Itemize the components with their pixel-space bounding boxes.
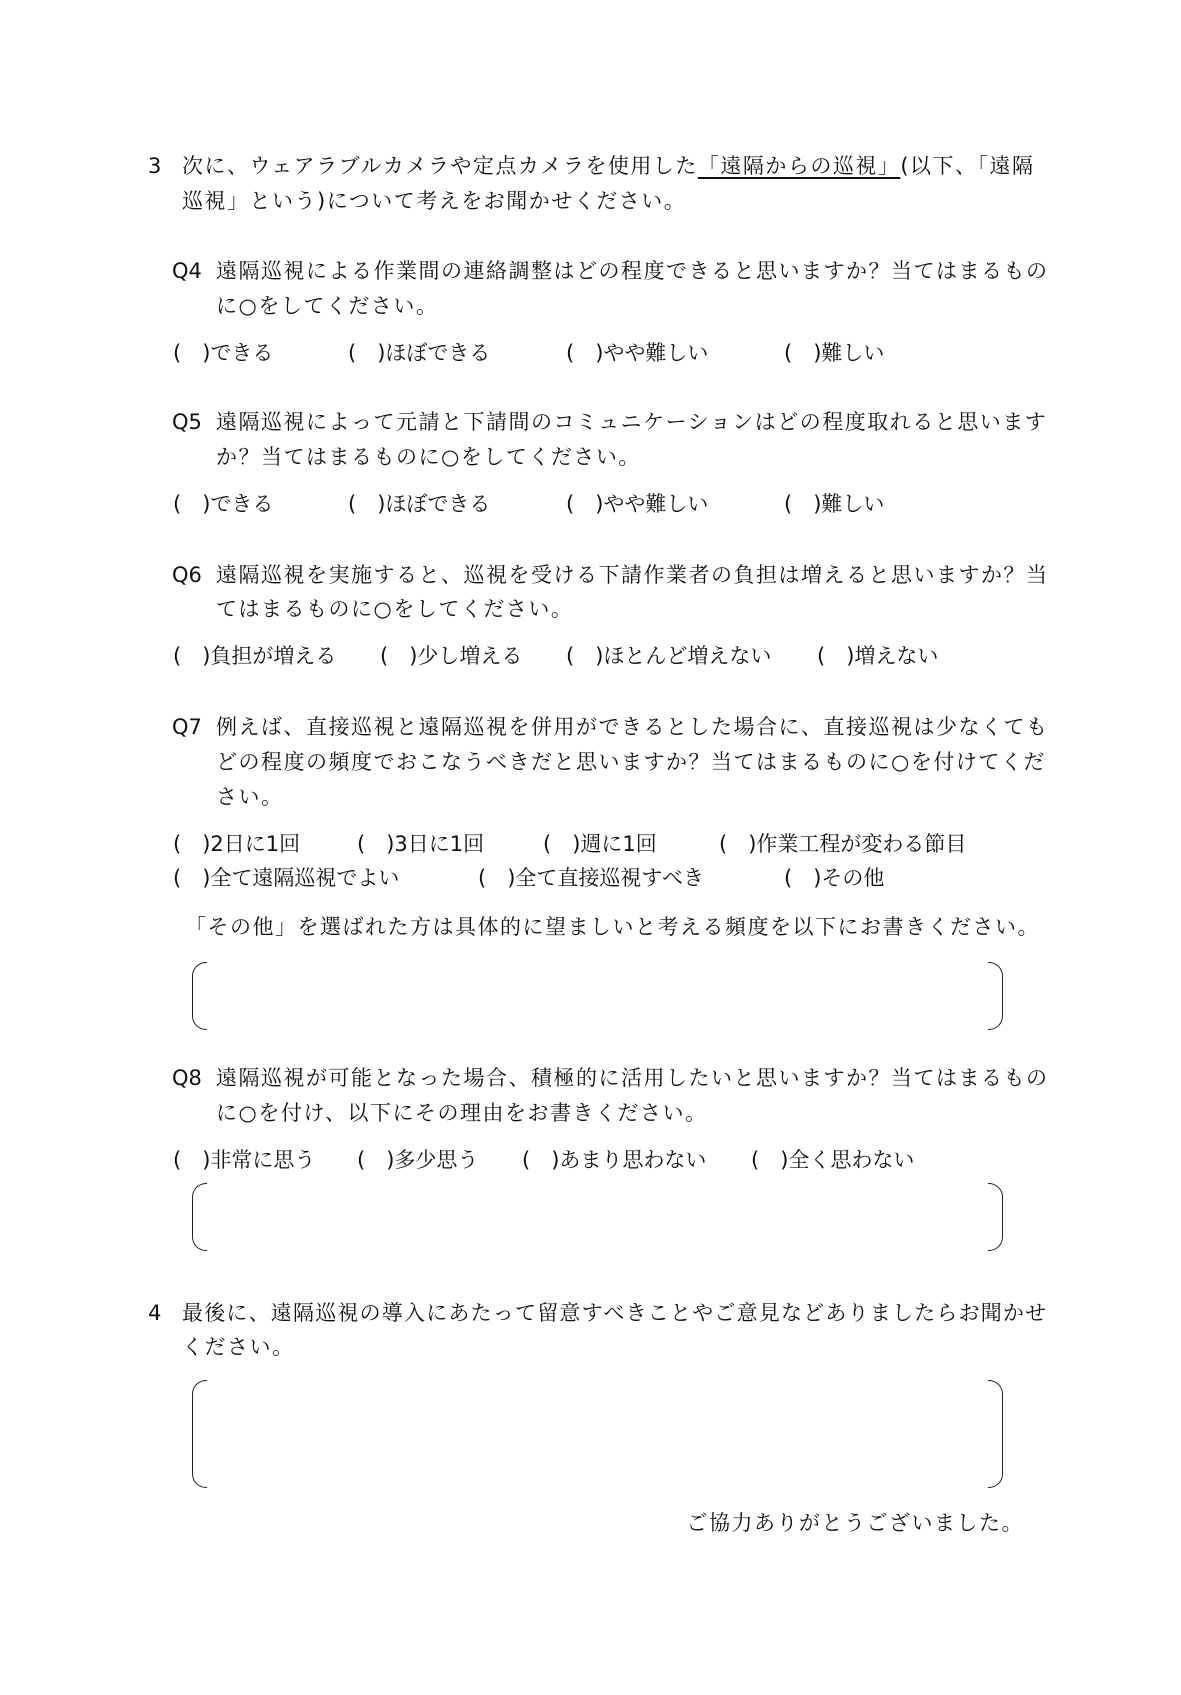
question-text: さい。 — [216, 785, 284, 809]
option[interactable]: ( )やや難しい — [566, 341, 709, 365]
option[interactable]: ( )3日に1回 — [357, 832, 485, 856]
question-label: Q4 — [172, 259, 202, 283]
option[interactable]: ( )その他 — [784, 866, 885, 890]
option[interactable]: ( )多少思う — [357, 1148, 479, 1172]
question-text: どの程度の頻度でおこなうべきだと思いますか？当てはまるものに○を付けてくだ — [216, 750, 1046, 774]
option[interactable]: ( )ほとんど増えない — [566, 644, 772, 668]
option[interactable]: ( )2日に1回 — [173, 832, 301, 856]
closing-thanks: ご協力ありがとうございました。 — [686, 1511, 1024, 1535]
option[interactable]: ( )難しい — [784, 341, 885, 365]
section-4-line-2: ください。 — [182, 1335, 295, 1359]
option[interactable]: ( )ほぼできる — [348, 341, 491, 365]
option[interactable]: ( )作業工程が変わる節目 — [719, 832, 967, 856]
option[interactable]: ( )非常に思う — [173, 1148, 316, 1172]
text: 次に、ウェアラブルカメラや定点カメラを使用した — [182, 154, 698, 178]
option[interactable]: ( )負担が増える — [173, 644, 337, 668]
underlined-term: 「遠隔からの巡視」 — [697, 154, 901, 178]
option[interactable]: ( )できる — [173, 492, 274, 516]
option[interactable]: ( )難しい — [784, 492, 885, 516]
section-3-line-1 — [182, 153, 1035, 179]
question-text: に○を付け、以下にその理由をお書きください。 — [216, 1101, 708, 1125]
option[interactable]: ( )できる — [173, 341, 274, 365]
option[interactable]: ( )少し増える — [380, 644, 523, 668]
question-label: Q5 — [172, 410, 202, 434]
question-text: 遠隔巡視によって元請と下請間のコミュニケーションはどの程度取れると思います — [216, 410, 1048, 434]
question-label: Q7 — [172, 715, 202, 739]
section-number: 3 — [148, 154, 162, 178]
option[interactable]: ( )全く思わない — [751, 1148, 915, 1172]
option[interactable]: ( )全て直接巡視すべき — [478, 866, 704, 890]
question-text: 遠隔巡視を実施すると、巡視を受ける下請作業者の負担は増えると思いますか？当 — [216, 563, 1049, 587]
section-3-line-2: 巡視」という)について考えをお聞かせください。 — [182, 189, 687, 213]
text: (以下、「遠隔 — [900, 154, 1035, 178]
question-text: か？当てはまるものに○をしてください。 — [216, 445, 641, 469]
option[interactable]: ( )全て遠隔巡視でよい — [173, 866, 400, 890]
option[interactable]: ( )ほぼできる — [348, 492, 491, 516]
question-text: 例えば、直接巡視と遠隔巡視を併用ができるとした場合に、直接巡視は少なくても — [216, 715, 1049, 739]
question-text: 遠隔巡視が可能となった場合、積極的に活用したいと思いますか？当てはまるもの — [216, 1066, 1049, 1090]
question-text: 遠隔巡視による作業間の連絡調整はどの程度できると思いますか？当てはまるもの — [216, 259, 1049, 283]
section-number: 4 — [148, 1301, 162, 1325]
question-label: Q6 — [172, 563, 202, 587]
option[interactable]: ( )週に1回 — [543, 832, 657, 856]
other-note: 「その他」を選ばれた方は具体的に望ましいと考える頻度を以下にお書きください。 — [185, 915, 1040, 939]
option[interactable]: ( )あまり思わない — [522, 1148, 707, 1172]
reason-answer-box[interactable] — [192, 1183, 1003, 1251]
question-label: Q8 — [172, 1066, 202, 1090]
question-text: に○をしてください。 — [216, 294, 439, 318]
question-text: てはまるものに○をしてください。 — [216, 597, 574, 621]
comments-answer-box[interactable] — [192, 1380, 1003, 1488]
option[interactable]: ( )増えない — [817, 644, 939, 668]
option[interactable]: ( )やや難しい — [566, 492, 709, 516]
other-answer-box[interactable] — [192, 962, 1003, 1030]
section-4-line-1: 最後に、遠隔巡視の導入にあたって留意すべきことやご意見などありましたらお聞かせ — [182, 1301, 1048, 1325]
